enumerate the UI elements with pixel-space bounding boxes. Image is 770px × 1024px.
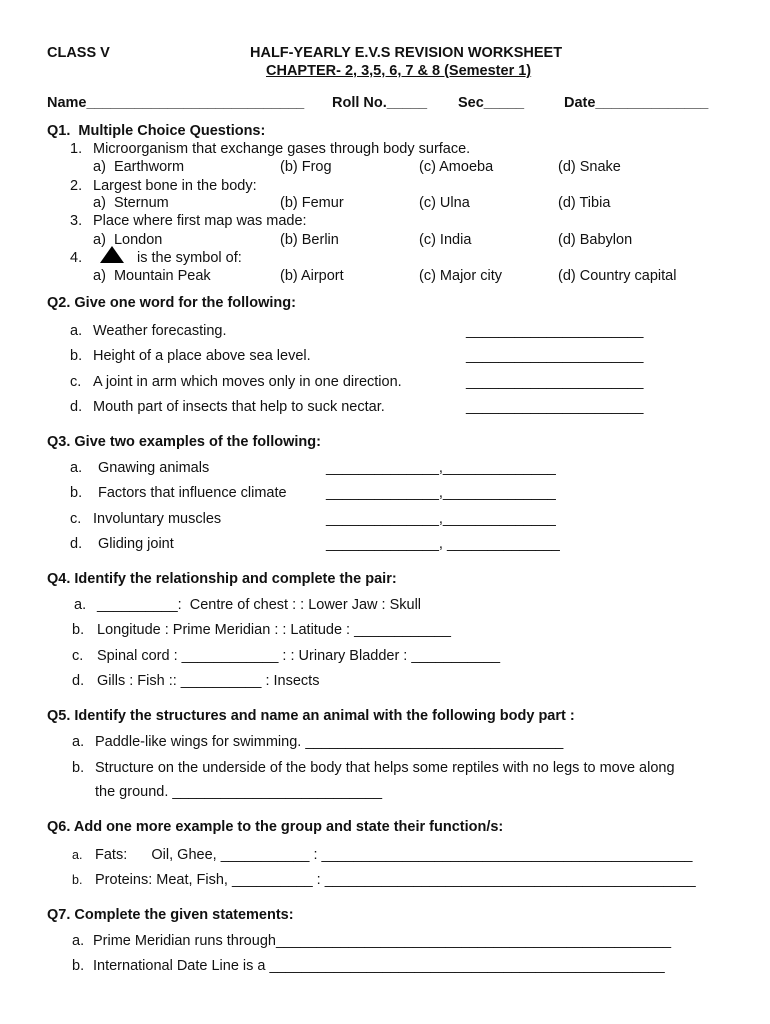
q1-item-2-option-b[interactable]: (b) Femur <box>280 195 344 211</box>
q3-item-a-text: Gnawing animals <box>98 460 210 476</box>
q1-item-4-option-d[interactable]: (d) Country capital <box>558 268 677 284</box>
q1-item-3-option-a[interactable]: a) London <box>93 232 163 248</box>
q3-item-c-text: Involuntary muscles <box>93 511 222 527</box>
q2-item-c-label: c. <box>70 374 82 390</box>
section-field[interactable]: Sec_____ <box>458 95 525 111</box>
q2-item-c-text: A joint in arm which moves only in one direction. <box>93 374 402 390</box>
q1-item-3-option-b[interactable]: (b) Berlin <box>280 232 339 248</box>
q3-item-b-answer-blank[interactable]: ______________,______________ <box>326 485 556 501</box>
q7-heading: Q7. Complete the given statements: <box>47 907 294 923</box>
q3-item-c-label: c. <box>70 511 82 527</box>
q4-item-b-text[interactable]: Longitude : Prime Meridian : : Latitude : ____________ <box>97 622 451 638</box>
q6-item-b-text[interactable]: Proteins: Meat, Fish, __________ : ______________________________________________ <box>95 872 696 888</box>
q5-heading: Q5. Identify the structures and name an animal with the following body part : <box>47 708 575 724</box>
mountain-peak-symbol-icon <box>100 246 124 264</box>
q4-item-d-text[interactable]: Gills : Fish :: __________ : Insects <box>97 673 320 689</box>
q1-item-4-option-c[interactable]: (c) Major city <box>419 268 502 284</box>
q1-item-4-option-a[interactable]: a) Mountain Peak <box>93 268 211 284</box>
q7-item-b-label: b. <box>72 958 85 974</box>
q1-item-4-text: is the symbol of: <box>137 250 242 266</box>
q2-item-a-answer-blank[interactable]: ______________________ <box>466 323 644 339</box>
q1-item-1-option-b[interactable]: (b) Frog <box>280 159 332 175</box>
q1-item-3-number: 3. <box>70 213 83 229</box>
q5-item-b-text: Structure on the underside of the body that helps some reptiles with no legs to move along <box>95 760 675 776</box>
q4-item-b-label: b. <box>72 622 85 638</box>
q1-item-2-option-d[interactable]: (d) Tibia <box>558 195 611 211</box>
date-field[interactable]: Date______________ <box>564 95 709 111</box>
q1-item-1-option-d[interactable]: (d) Snake <box>558 159 621 175</box>
q2-item-b-answer-blank[interactable]: ______________________ <box>466 348 644 364</box>
q3-item-b-label: b. <box>70 485 83 501</box>
q1-item-1-option-a[interactable]: a) Earthworm <box>93 159 185 175</box>
q1-item-1-option-c[interactable]: (c) Amoeba <box>419 159 494 175</box>
q6-heading: Q6. Add one more example to the group and state their function/s: <box>47 819 504 835</box>
q1-item-2-text: Largest bone in the body: <box>93 178 257 194</box>
q3-item-d-label: d. <box>70 536 83 552</box>
worksheet-subtitle: CHAPTER- 2, 3,5, 6, 7 & 8 (Semester 1) <box>266 63 532 79</box>
q4-item-a-text[interactable]: __________: Centre of chest : : Lower Jaw : Skull <box>97 597 422 613</box>
q1-item-4-number: 4. <box>70 250 83 266</box>
q1-item-4-option-b[interactable]: (b) Airport <box>280 268 344 284</box>
q6-item-b-label: b. <box>72 873 83 887</box>
worksheet-title: HALF-YEARLY E.V.S REVISION WORKSHEET <box>250 45 563 61</box>
roll-number-field[interactable]: Roll No._____ <box>332 95 428 111</box>
q1-heading: Q1. Multiple Choice Questions: <box>47 123 266 139</box>
q4-item-c-text[interactable]: Spinal cord : ____________ : : Urinary Bladder : ___________ <box>97 648 501 664</box>
q3-item-a-answer-blank[interactable]: ______________,______________ <box>326 460 556 476</box>
q5-item-b-continuation[interactable]: the ground. __________________________ <box>95 784 383 800</box>
q2-item-d-text: Mouth part of insects that help to suck nectar. <box>93 399 385 415</box>
q2-item-d-label: d. <box>70 399 83 415</box>
q7-item-a-label: a. <box>72 933 85 949</box>
q1-item-2-option-a[interactable]: a) Sternum <box>93 195 169 211</box>
q4-item-c-label: c. <box>72 648 84 664</box>
q2-item-b-text: Height of a place above sea level. <box>93 348 311 364</box>
q1-item-3-option-c[interactable]: (c) India <box>419 232 472 248</box>
name-field[interactable]: Name___________________________ <box>47 95 305 111</box>
q1-item-2-number: 2. <box>70 178 83 194</box>
q3-item-d-text: Gliding joint <box>98 536 174 552</box>
q6-item-a-label: a. <box>72 848 83 862</box>
q2-item-a-label: a. <box>70 323 83 339</box>
q7-item-b-text[interactable]: International Date Line is a _________________________________________________ <box>93 958 665 974</box>
q2-item-c-answer-blank[interactable]: ______________________ <box>466 374 644 390</box>
q3-item-c-answer-blank[interactable]: ______________,______________ <box>326 511 556 527</box>
q3-item-a-label: a. <box>70 460 83 476</box>
class-label: CLASS V <box>47 45 110 61</box>
q7-item-a-text[interactable]: Prime Meridian runs through_________________________________________________ <box>93 933 672 949</box>
q1-item-2-option-c[interactable]: (c) Ulna <box>419 195 470 211</box>
q4-heading: Q4. Identify the relationship and complete the pair: <box>47 571 397 587</box>
q6-item-a-text[interactable]: Fats: Oil, Ghee, ___________ : ______________________________________________ <box>95 847 693 863</box>
q5-item-b-label: b. <box>72 760 85 776</box>
q1-item-3-text: Place where first map was made: <box>93 213 307 229</box>
q1-item-3-option-d[interactable]: (d) Babylon <box>558 232 633 248</box>
q4-item-a-label: a. <box>74 597 87 613</box>
q2-item-a-text: Weather forecasting. <box>93 323 227 339</box>
q2-heading: Q2. Give one word for the following: <box>47 295 296 311</box>
q5-item-a-text[interactable]: Paddle-like wings for swimming. ________________________________ <box>95 734 564 750</box>
q1-item-1-text: Microorganism that exchange gases through body surface. <box>93 141 471 157</box>
q2-item-d-answer-blank[interactable]: ______________________ <box>466 399 644 415</box>
q1-item-1-number: 1. <box>70 141 83 157</box>
q5-item-a-label: a. <box>72 734 85 750</box>
q4-item-d-label: d. <box>72 673 85 689</box>
q3-item-b-text: Factors that influence climate <box>98 485 287 501</box>
q2-item-b-label: b. <box>70 348 83 364</box>
q3-item-d-answer-blank[interactable]: ______________, ______________ <box>326 536 560 552</box>
q3-heading: Q3. Give two examples of the following: <box>47 434 321 450</box>
